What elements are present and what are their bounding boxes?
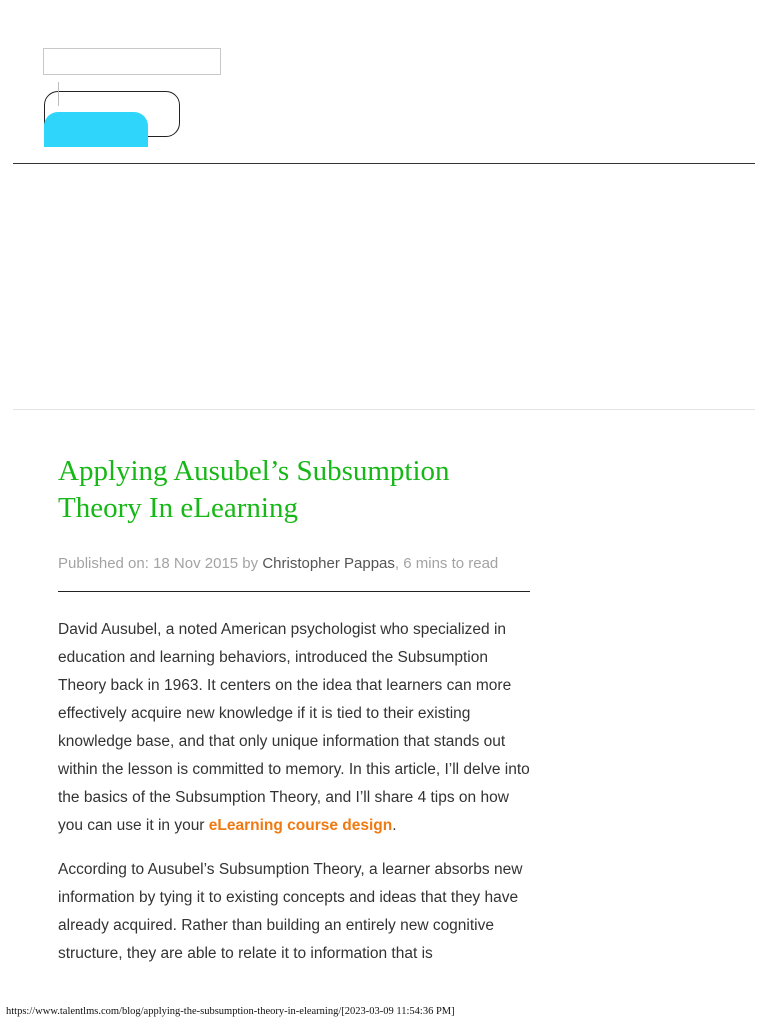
meta-divider — [58, 591, 530, 592]
paragraph-end: . — [392, 817, 397, 834]
article-meta — [58, 554, 558, 574]
text-caret — [58, 82, 59, 106]
print-footer-url: https://www.talentlms.com/blog/applying-the-subsumption-theory-in-elearning/[2023-03-09 11:54:36 PM] — [6, 1006, 455, 1017]
article-paragraph — [58, 616, 533, 840]
article-title: Applying Ausubel’s Subsumption Theory In eLearning — [58, 455, 450, 524]
read-time: , 6 mins to read — [394, 555, 499, 572]
header-divider — [13, 163, 755, 164]
elearning-course-design-link[interactable]: eLearning course design — [208, 817, 393, 834]
section-divider — [13, 409, 755, 410]
search-button[interactable] — [44, 112, 148, 147]
search-input[interactable] — [43, 48, 221, 75]
article-paragraph: According to Ausubel’s Subsumption Theory, a learner absorbs new information by tying it to existing concepts and ideas that they have already acquired. Rather than building an entirely new cognitive structure, they are able to relate it to information that is — [58, 861, 523, 962]
author-link[interactable]: Christopher Pappas — [262, 555, 395, 572]
published-date: Published on: 18 Nov 2015 by — [58, 555, 263, 572]
paragraph-text: David Ausubel, a noted American psychologist who specialized in education and learning behaviors, introduced the Subsumption Theory back in 1963. It centers on the idea that learners can more effectively acquire new knowledge if it is tied to their existing knowledge base, and that only unique information that stands out within the lesson is committed to memory. In this article, I’ll delve into the basics of the Subsumption Theory, and I’ll share 4 tips on how you can use it in your — [58, 621, 530, 834]
